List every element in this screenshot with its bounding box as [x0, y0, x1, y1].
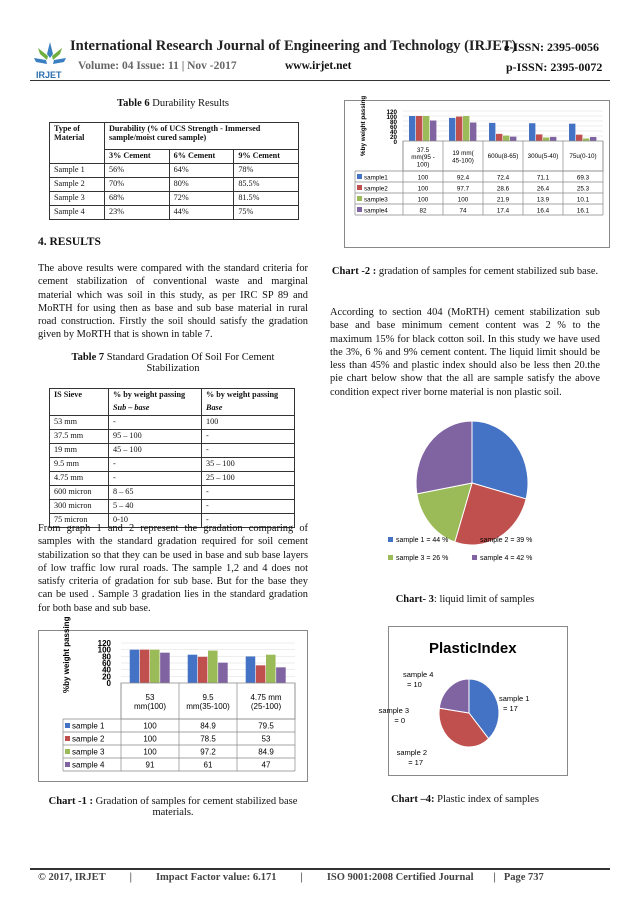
chart1 [39, 616, 307, 781]
data-label: 84.9 [258, 747, 274, 757]
data-label: 100 [143, 721, 157, 731]
y-tick-label: 120 [386, 109, 397, 116]
footer: © 2017, IRJET | Impact Factor value: 6.171 | ISO 9001:2008 Certified Journal | Page 737 [38, 872, 544, 883]
y-tick-label: 100 [386, 114, 397, 121]
bar [256, 665, 266, 683]
chart2-caption: Chart -2 : gradation of samples for cement stabilized sub base. [331, 266, 599, 277]
category-label: 9.5 mm(35-100) [186, 693, 230, 711]
data-label: 97.2 [200, 747, 216, 757]
legend-label: sample1 [364, 174, 388, 182]
chart4-caption: Chart –4: Plastic index of samples [391, 794, 539, 805]
data-label: 100 [417, 174, 429, 182]
table7: IS Sieve % by weight passing % by weight passing Sub – base Base 53 mm - 100 37.5 mm 95 – 100 - 19 mm 45 – 100 - 9.5 mm - 35 – 100 4.75 mm - 25 – 100 600 micron 8 – 65 - 300 micron 5 – 40 - 75 micron 0-10 - [49, 388, 295, 528]
table6-subhead: 3% Cement [105, 150, 170, 164]
y-tick-label: 60 [102, 659, 111, 668]
data-label: 16.1 [576, 207, 590, 215]
table7-col-base: % by weight passing [202, 389, 295, 403]
footer-page: Page 737 [503, 872, 544, 883]
table-row: Sample 4 23% 44% 75% [50, 206, 299, 220]
data-label: 100 [143, 734, 157, 744]
bar [416, 116, 422, 141]
legend-label: sample2 [364, 185, 388, 193]
table-row: 300 micron 5 – 40 - [50, 500, 295, 514]
bar [456, 117, 462, 141]
table6-subhead: 6% Cement [169, 150, 234, 164]
category-label: 4.75 mm (25-100) [250, 693, 282, 711]
chart3-caption: Chart- 3: liquid limit of samples [395, 594, 535, 605]
chart4-box [378, 626, 568, 776]
y-tick-label: 0 [393, 139, 397, 146]
chart3 [380, 418, 580, 578]
bar [150, 650, 160, 683]
bar [470, 123, 476, 142]
data-label: 100 [143, 747, 157, 757]
legend-swatch [357, 185, 362, 190]
data-label: 13.9 [536, 196, 550, 204]
bar [266, 655, 276, 683]
table6-col-durability: Durability (% of UCS Strength - Immersed sample/moist cured sample) [105, 123, 299, 150]
legend-swatch [388, 555, 393, 560]
table-row: 75 micron 0-10 - [50, 514, 295, 528]
bar [218, 663, 228, 683]
volume-info: Volume: 04 Issue: 11 | Nov -2017 [78, 60, 237, 72]
bar [510, 137, 516, 141]
slice-label: sample 4 = 10 [403, 670, 434, 689]
y-axis-label: %by weight passing [62, 616, 71, 693]
table7-col-subbase: % by weight passing [109, 389, 202, 403]
footer-copyright: © 2017, IRJET [38, 872, 106, 883]
data-label: 71.1 [536, 174, 550, 182]
chart1-caption: Chart -1 : Gradation of samples for cement stabilized base materials. [48, 796, 298, 818]
table-row: 600 micron 8 – 65 - [50, 486, 295, 500]
chart4 [378, 627, 567, 775]
legend-swatch [472, 537, 477, 542]
data-label: 25.3 [576, 185, 590, 193]
table7-caption: Table 7 Standard Gradation Of Soil For Cement Stabilization [71, 352, 275, 374]
legend-swatch [65, 749, 70, 754]
legend-label: sample 3 = 26 % [396, 555, 449, 562]
data-label: 84.9 [200, 721, 216, 731]
pie-slice [416, 421, 472, 494]
table6-col-type: Type of Material [50, 123, 105, 164]
results-heading: 4. RESULTS [38, 236, 101, 248]
chart2 [345, 95, 609, 247]
data-label: 61 [203, 760, 213, 770]
y-tick-label: 20 [389, 134, 397, 141]
data-label: 16.4 [536, 207, 550, 215]
category-label: 19 mm( 45-100) [452, 150, 474, 165]
data-label: 47 [261, 760, 271, 770]
eissn: e-ISSN: 2395-0056 [504, 40, 599, 54]
bar [208, 651, 218, 683]
y-tick-label: 80 [102, 652, 111, 662]
slice-label: sample 1 = 17 [499, 694, 530, 713]
slice-label: sample 3 = 0 [378, 706, 409, 725]
legend-label: sample4 [364, 207, 388, 215]
data-label: 91 [145, 760, 155, 770]
bar [130, 650, 140, 683]
legend-swatch [65, 762, 70, 767]
table-row: 9.5 mm - 35 – 100 [50, 458, 295, 472]
y-tick-label: 0 [106, 679, 111, 688]
bar [246, 657, 256, 684]
legend-label: sample 3 [72, 747, 105, 757]
bar [423, 116, 429, 141]
bar [188, 655, 198, 683]
data-label: 74 [459, 207, 467, 215]
footer-impact: Impact Factor value: 6.171 [155, 872, 277, 883]
bar [503, 136, 509, 141]
legend-swatch [357, 196, 362, 201]
data-label: 21.9 [496, 196, 510, 204]
legend-swatch [65, 736, 70, 741]
pie-slice [439, 679, 469, 713]
legend-label: sample 2 [72, 734, 105, 744]
legend-label: sample 4 [72, 760, 105, 770]
table-row: Sample 3 68% 72% 81.5% [50, 192, 299, 206]
bar [198, 657, 208, 683]
bar [529, 123, 535, 141]
bar [496, 134, 502, 141]
bar [160, 653, 170, 683]
slice-label: sample 2 = 17 [396, 748, 427, 767]
data-label: 100 [457, 196, 469, 204]
data-label: 79.5 [258, 721, 274, 731]
bar [583, 138, 589, 141]
y-tick-label: 100 [97, 645, 111, 655]
bar [276, 667, 286, 683]
data-label: 28.6 [496, 185, 510, 193]
category-label: 600u(8-65) [487, 153, 519, 161]
bar [449, 118, 455, 141]
legend-label: sample 2 = 39 % [480, 537, 533, 544]
bar [550, 137, 556, 141]
pissn: p-ISSN: 2395-0072 [506, 60, 603, 74]
category-label: 75u(0-10) [569, 153, 597, 161]
data-label: 92.4 [456, 174, 470, 182]
website-link[interactable]: www.irjet.net [285, 60, 352, 72]
header-rule [30, 80, 610, 81]
chart2-box [344, 95, 610, 248]
bar [590, 137, 596, 141]
y-axis-label: %by weight passing [360, 95, 367, 156]
y-tick-label: 20 [102, 672, 111, 682]
bar [409, 116, 415, 141]
table-row: 4.75 mm - 25 – 100 [50, 472, 295, 486]
bar [463, 116, 469, 141]
data-label: 53 [261, 734, 271, 744]
bar [430, 121, 436, 142]
chart3-box [390, 418, 533, 578]
legend-label: sample 1 = 44 % [396, 537, 449, 544]
y-tick-label: 60 [389, 124, 397, 131]
graph-paragraph: From graph 1 and 2 represent the gradation comparing of samples with the standard gradation required for soil cement stabilization so that they can be used in base and sub base layers of low traffic low rural roads. The sample 1,2 and 4 does not satisfy criteria of gradation for sub base. But for the base they can be used . Sample 3 gradation lies in the standard gradation for both base and sub base. [38, 523, 308, 614]
table7-col-sieve: IS Sieve [50, 389, 109, 403]
y-tick-label: 40 [102, 665, 111, 675]
data-label: 78.5 [200, 734, 216, 744]
data-label: 100 [417, 185, 429, 193]
legend-swatch [357, 207, 362, 212]
legend-swatch [388, 537, 393, 542]
bar [140, 650, 150, 683]
bar [536, 134, 542, 141]
table-row: 37.5 mm 95 – 100 - [50, 430, 295, 444]
data-label: 82 [419, 207, 427, 215]
category-label: 37.5 mm(95 -100) [411, 146, 435, 169]
results-paragraph: The above results were compared with the standard criteria for cement stabilization of conventional waste and marginal material which was soil in this study, as per IRC SP 89 and MoRTH for using then as base and sub base material in rural road construction. Firstly the soil should satisfy the gradation given by MoRTH that is shown in table 7. [38, 263, 308, 341]
morth-paragraph: According to section 404 (MoRTH) cement stabilization sub base and base minimum cement content was 2 % to the maximum 15% for black cotton soil. In this study we have used the 3%, 6 % and 9% cement content. The liquid limit should be less than 45% and plastic index should also be less then 20.the pie chart below show that the all are sample satisfy the above condition expect river borne material is non plastic soil. [330, 307, 600, 398]
table6-subhead: 9% Cement [234, 150, 299, 164]
data-label: 69.3 [576, 174, 590, 182]
data-label: 10.1 [576, 196, 590, 204]
journal-title: International Research Journal of Engineering and Technology (IRJET) [70, 38, 517, 54]
data-label: 100 [417, 196, 429, 204]
table-row: 53 mm - 100 [50, 416, 295, 430]
legend-label: sample 1 [72, 721, 105, 731]
table-row: Sample 1 56% 64% 78% [50, 164, 299, 178]
data-label: 17.4 [496, 207, 510, 215]
chart1-box [38, 616, 308, 782]
footer-iso: ISO 9001:2008 Certified Journal [326, 872, 474, 883]
data-label: 26.4 [536, 185, 550, 193]
bar [569, 124, 575, 141]
table6 [49, 122, 299, 220]
logo-text: IRJET [36, 70, 62, 80]
y-tick-label: 40 [389, 129, 397, 136]
data-label: 97.7 [456, 185, 470, 193]
table-row: Sample 2 70% 80% 85.5% [50, 178, 299, 192]
legend-swatch [65, 723, 70, 728]
bar [543, 138, 549, 141]
y-tick-label: 120 [97, 639, 111, 648]
data-label: 72.4 [496, 174, 510, 182]
legend-label: sample 4 = 42 % [480, 555, 533, 562]
table6-caption: Table 6 Durability Results [117, 98, 229, 109]
chart-title: PlasticIndex [429, 640, 517, 657]
bar [576, 135, 582, 141]
legend-swatch [472, 555, 477, 560]
table-row: 19 mm 45 – 100 - [50, 444, 295, 458]
legend-label: sample3 [364, 196, 388, 204]
category-label: 300u(5-40) [527, 153, 559, 161]
bar [489, 123, 495, 141]
legend-swatch [357, 174, 362, 179]
y-tick-label: 80 [389, 119, 397, 126]
category-label: 53 mm(100) [133, 693, 167, 711]
